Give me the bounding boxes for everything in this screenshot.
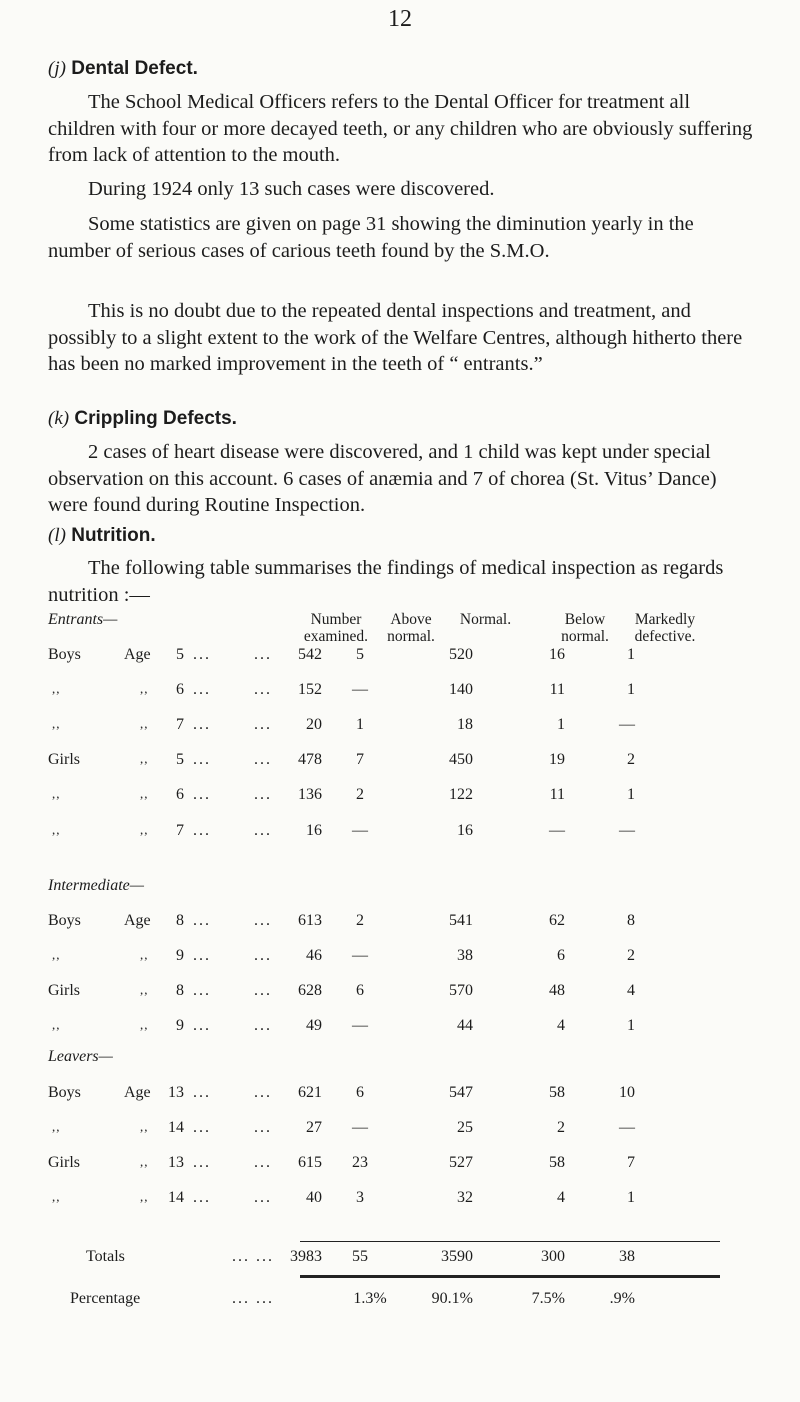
- cell-above: 5: [356, 646, 364, 663]
- cell-age-label: Age: [124, 912, 151, 929]
- cell-marked: —: [619, 822, 635, 839]
- heading-title: Crippling Defects.: [74, 408, 237, 429]
- column-header-above-normal: [376, 611, 446, 645]
- dots: ...: [254, 1189, 272, 1206]
- cell-age: 8: [176, 912, 184, 929]
- cell-below: 58: [549, 1084, 565, 1101]
- cell-age-ditto: ,,: [140, 947, 149, 962]
- cell-examined: 16: [306, 822, 322, 839]
- cell-above: 1.3%: [353, 1290, 387, 1307]
- cell-age: 8: [176, 982, 184, 999]
- cell-below: 6: [557, 947, 565, 964]
- cell-group: ,,: [52, 947, 61, 962]
- dots: ...: [254, 751, 272, 768]
- paragraph: The School Medical Officers refers to the Dental Officer for treatment all children with four or more decayed teeth, or any children who are obviously suffering from lack of attention to the mouth.: [48, 91, 753, 166]
- heading-letter: (k): [48, 408, 70, 429]
- dots: ...: [193, 751, 211, 768]
- cell-above: —: [352, 681, 368, 698]
- cell-age-ditto: ,,: [140, 751, 149, 766]
- cell-marked: 1: [627, 646, 635, 663]
- table-row: [0, 786, 800, 810]
- column-header-examined: [296, 611, 376, 645]
- cell-normal: 16: [457, 822, 473, 839]
- cell-marked: 2: [627, 947, 635, 964]
- cell-above: —: [352, 947, 368, 964]
- cell-above: —: [352, 1119, 368, 1136]
- cell-age-ditto: ,,: [140, 681, 149, 696]
- table-row: [0, 681, 800, 705]
- cell-group: Boys: [48, 1084, 81, 1101]
- cell-above: —: [352, 822, 368, 839]
- cell-group: ,,: [52, 1189, 61, 1204]
- header-line: Number: [310, 611, 362, 628]
- cell-age-ditto: ,,: [140, 982, 149, 997]
- cell-age: 5: [176, 751, 184, 768]
- cell-examined: 49: [306, 1017, 322, 1034]
- paragraph: This is no doubt due to the repeated dental inspections and treatment, and possibly to a slight extent to the work of the Welfare Centres, although hitherto there has been no marked improvement in the teeth of “ entrants.”: [48, 300, 743, 375]
- cell-marked: 1: [627, 1189, 635, 1206]
- cell-examined: 152: [298, 681, 322, 698]
- cell-below: 58: [549, 1154, 565, 1171]
- heading-crippling-defects: [48, 408, 237, 430]
- cell-age-ditto: ,,: [140, 1017, 149, 1032]
- dots: ...: [254, 1084, 272, 1101]
- cell-normal: 90.1%: [431, 1290, 473, 1307]
- dots: ...: [254, 947, 272, 964]
- cell-marked: 2: [627, 751, 635, 768]
- dots: ...: [193, 982, 211, 999]
- cell-below: 2: [557, 1119, 565, 1136]
- table-row: [0, 947, 800, 971]
- dots: ...: [254, 912, 272, 929]
- cell-group: ,,: [52, 786, 61, 801]
- cell-age: 14: [168, 1189, 184, 1206]
- dots: ...: [254, 786, 272, 803]
- cell-group: Girls: [48, 751, 80, 768]
- cell-normal: 32: [457, 1189, 473, 1206]
- cell-below: 1: [557, 716, 565, 733]
- dots: ...: [193, 1084, 211, 1101]
- dots: ...: [254, 1154, 272, 1171]
- cell-examined: 621: [298, 1084, 322, 1101]
- table-row: [0, 1154, 800, 1178]
- dots: ...: [193, 716, 211, 733]
- cell-marked: —: [619, 1119, 635, 1136]
- cell-examined: 27: [306, 1119, 322, 1136]
- cell-age: 7: [176, 716, 184, 733]
- dots: ...: [254, 822, 272, 839]
- dots: ...: [193, 1154, 211, 1171]
- paragraph: 2 cases of heart disease were discovered, and 1 child was kept under special observation on this account. 6 cases of anæmia and 7 of chorea (St. Vitus’ Dance) were found during Routine Inspection.: [48, 441, 717, 516]
- cell-above: —: [352, 1017, 368, 1034]
- header-line: Below: [564, 611, 606, 628]
- table-row: [0, 1017, 800, 1041]
- paragraph: Some statistics are given on page 31 showing the diminution yearly in the number of serious cases of carious teeth found by the S.M.O.: [48, 213, 694, 262]
- header-line: Above: [390, 611, 432, 628]
- cell-marked: 10: [619, 1084, 635, 1101]
- cell-marked: 7: [627, 1154, 635, 1171]
- cell-examined: 20: [306, 716, 322, 733]
- cell-examined: 478: [298, 751, 322, 768]
- dots: ...: [193, 822, 211, 839]
- dots: ...: [193, 1189, 211, 1206]
- percentage-row: [0, 1290, 800, 1314]
- cell-below: 11: [549, 681, 565, 698]
- cell-examined: 542: [298, 646, 322, 663]
- cell-age-ditto: ,,: [140, 1154, 149, 1169]
- dots: ... ...: [232, 1290, 274, 1307]
- heading-nutrition: [48, 525, 156, 547]
- cell-age-label: Age: [124, 1084, 151, 1101]
- cell-below: 48: [549, 982, 565, 999]
- cell-age: 6: [176, 786, 184, 803]
- section-label-leavers: Leavers—: [48, 1048, 113, 1065]
- cell-below: —: [549, 822, 565, 839]
- cell-age-ditto: ,,: [140, 786, 149, 801]
- cell-examined: 136: [298, 786, 322, 803]
- cell-age-ditto: ,,: [140, 1119, 149, 1134]
- cell-age: 9: [176, 1017, 184, 1034]
- cell-normal: 547: [449, 1084, 473, 1101]
- percentage-rule: [300, 1275, 720, 1278]
- section-label-entrants: Entrants—: [48, 611, 118, 628]
- cell-marked: 1: [627, 786, 635, 803]
- cell-age-label: Age: [124, 646, 151, 663]
- cell-examined: 40: [306, 1189, 322, 1206]
- heading-title: Dental Defect.: [71, 58, 198, 79]
- cell-above: 3: [356, 1189, 364, 1206]
- dots: ...: [254, 646, 272, 663]
- cell-marked: 1: [627, 1017, 635, 1034]
- cell-age: 13: [168, 1084, 184, 1101]
- cell-below: 4: [557, 1017, 565, 1034]
- cell-normal: 541: [449, 912, 473, 929]
- cell-normal: 44: [457, 1017, 473, 1034]
- dots: ...: [254, 716, 272, 733]
- cell-age: 9: [176, 947, 184, 964]
- cell-normal: 25: [457, 1119, 473, 1136]
- cell-normal: 450: [449, 751, 473, 768]
- cell-group: Girls: [48, 982, 80, 999]
- cell-examined: 615: [298, 1154, 322, 1171]
- dots: ...: [193, 912, 211, 929]
- header-line: normal.: [387, 628, 435, 645]
- table-row: [0, 912, 800, 936]
- cell-age-ditto: ,,: [140, 822, 149, 837]
- cell-group: ,,: [52, 681, 61, 696]
- table-row: [0, 1119, 800, 1143]
- cell-marked: 8: [627, 912, 635, 929]
- cell-marked: 1: [627, 681, 635, 698]
- paragraph: During 1924 only 13 such cases were discovered.: [88, 178, 495, 200]
- cell-marked: 4: [627, 982, 635, 999]
- page-number: 12: [388, 6, 412, 32]
- dots: ...: [193, 786, 211, 803]
- cell-above: 7: [356, 751, 364, 768]
- cell-above: 6: [356, 1084, 364, 1101]
- header-line: examined.: [303, 628, 369, 645]
- dots: ... ...: [232, 1248, 274, 1265]
- dots: ...: [254, 1119, 272, 1136]
- table-row: [0, 751, 800, 775]
- percentage-label: Percentage: [70, 1290, 141, 1307]
- heading-title: Nutrition.: [71, 525, 156, 546]
- header-line: Markedly: [634, 611, 696, 628]
- cell-normal: 520: [449, 646, 473, 663]
- cell-below: 16: [549, 646, 565, 663]
- cell-above: 1: [356, 716, 364, 733]
- dots: ...: [193, 947, 211, 964]
- header-line: Normal.: [459, 611, 512, 628]
- table-row: [0, 716, 800, 740]
- cell-age-ditto: ,,: [140, 1189, 149, 1204]
- cell-below: 4: [557, 1189, 565, 1206]
- cell-age: 13: [168, 1154, 184, 1171]
- cell-normal: 527: [449, 1154, 473, 1171]
- cell-group: Girls: [48, 1154, 80, 1171]
- heading-letter: (j): [48, 58, 66, 79]
- cell-normal: 3590: [441, 1248, 473, 1265]
- cell-marked: .9%: [609, 1290, 635, 1307]
- cell-above: 2: [356, 912, 364, 929]
- cell-group: ,,: [52, 1017, 61, 1032]
- cell-age-ditto: ,,: [140, 716, 149, 731]
- column-header-normal: [448, 611, 523, 628]
- cell-group: ,,: [52, 1119, 61, 1134]
- cell-examined: 613: [298, 912, 322, 929]
- totals-rule: [300, 1241, 720, 1242]
- table-row: [0, 822, 800, 846]
- cell-above: 23: [352, 1154, 368, 1171]
- heading-dental-defect: [48, 58, 198, 80]
- cell-group: ,,: [52, 716, 61, 731]
- cell-normal: 38: [457, 947, 473, 964]
- cell-normal: 140: [449, 681, 473, 698]
- dots: ...: [193, 681, 211, 698]
- cell-marked: 38: [619, 1248, 635, 1265]
- cell-above: 55: [352, 1248, 368, 1265]
- cell-age: 14: [168, 1119, 184, 1136]
- cell-above: 6: [356, 982, 364, 999]
- cell-above: 2: [356, 786, 364, 803]
- totals-label: Totals: [86, 1248, 125, 1265]
- dots: ...: [193, 1017, 211, 1034]
- cell-below: 19: [549, 751, 565, 768]
- dots: ...: [254, 681, 272, 698]
- cell-below: 11: [549, 786, 565, 803]
- dots: ...: [254, 982, 272, 999]
- column-header-below-normal: [550, 611, 620, 645]
- cell-examined: 3983: [290, 1248, 322, 1265]
- cell-examined: 628: [298, 982, 322, 999]
- cell-normal: 570: [449, 982, 473, 999]
- cell-age: 6: [176, 681, 184, 698]
- cell-below: 300: [541, 1248, 565, 1265]
- column-header-markedly-defective: [615, 611, 715, 645]
- cell-below: 7.5%: [531, 1290, 565, 1307]
- header-line: defective.: [634, 628, 696, 645]
- table-row: [0, 646, 800, 670]
- table-row: [0, 982, 800, 1006]
- heading-letter: (l): [48, 525, 66, 546]
- cell-group: Boys: [48, 912, 81, 929]
- header-line: normal.: [561, 628, 609, 645]
- paragraph-intro: The following table summarises the findings of medical inspection as regards nutrition :—: [48, 557, 724, 606]
- table-row: [0, 1084, 800, 1108]
- cell-group: ,,: [52, 822, 61, 837]
- cell-below: 62: [549, 912, 565, 929]
- cell-marked: —: [619, 716, 635, 733]
- totals-row: [0, 1248, 800, 1272]
- dots: ...: [193, 1119, 211, 1136]
- section-label-intermediate: Intermediate—: [48, 877, 144, 894]
- dots: ...: [193, 646, 211, 663]
- cell-normal: 18: [457, 716, 473, 733]
- dots: ...: [254, 1017, 272, 1034]
- cell-age: 7: [176, 822, 184, 839]
- cell-normal: 122: [449, 786, 473, 803]
- table-row: [0, 1189, 800, 1213]
- cell-age: 5: [176, 646, 184, 663]
- cell-group: Boys: [48, 646, 81, 663]
- cell-examined: 46: [306, 947, 322, 964]
